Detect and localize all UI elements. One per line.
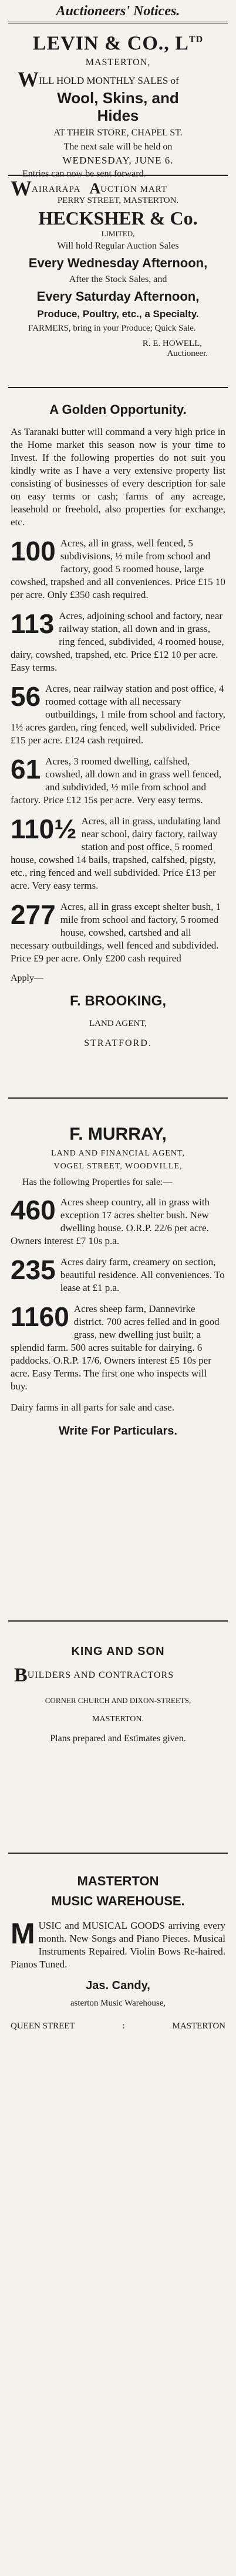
lot-text: Acres sheep farm, Dannevirke district. 700 acres felled and in good grass, new dwelling just built; a splendid farm. 500 acres suitable for dairying. 6 paddocks. O.R.P. 17/6. Owners interest £5 10s per acre. Easy Terms. The first one who inspects will buy.	[11, 1303, 220, 1392]
lot-acres: 56	[11, 682, 41, 712]
heckscher-every-wednesday: Every Wednesday Afternoon,	[28, 256, 208, 270]
lot-acres: 100	[11, 537, 56, 566]
golden-town: STRATFORD.	[84, 1038, 152, 1048]
section-heading: Auctioneers' Notices.	[8, 0, 228, 23]
golden-lot	[11, 537, 225, 601]
lot-acres: 235	[11, 1256, 56, 1285]
golden-lot	[11, 815, 225, 892]
heckscher-signature: R. E. HOWELL,	[142, 339, 202, 348]
golden-lot	[11, 682, 225, 747]
golden-apply: Apply—	[11, 973, 43, 983]
levin-line1	[11, 67, 225, 91]
music-street: QUEEN STREET	[11, 2021, 75, 2031]
heckscher-dropcap-a: A	[89, 180, 101, 197]
levin-name-sup: TD	[188, 35, 204, 45]
levin-line1-text: ILL HOLD MONTHLY SALES of	[39, 75, 179, 87]
lot-text: Acres sheep country, all in grass with exception 17 acres shelter bush. New dwelling house. O.R.P. 22/6 per acre. Owners interest £7 10s p.a.	[11, 1197, 210, 1246]
heckscher-line-a: AIRARAPA	[32, 185, 81, 194]
lot-text: Acres, adjoining school and factory, near railway station, all down and in grass, ring fenced, subdivided, 4 roomed house, dairy, cowshed, trapshed, etc. Price £12 10 per acre. Easy terms.	[11, 610, 224, 673]
heckscher-farmers: FARMERS, bring in your Produce; Quick Sale.	[28, 324, 196, 333]
heckscher-every-saturday: Every Saturday Afternoon,	[36, 289, 200, 304]
lot-text: Acres, near railway station and post office, 4 roomed cottage with all necessary outbuildings, 1 mile from school and factory, 1½ acres garden, ring fenced, well subdivided. Price £15 per acre. £124 cash required.	[11, 683, 225, 746]
golden-lot	[11, 755, 225, 807]
levin-dropcap: W	[18, 67, 39, 91]
golden-agent: F. BROOKING,	[69, 993, 166, 1009]
levin-goods2: Hides	[97, 107, 139, 125]
heckscher-after: After the Stock Sales, and	[69, 274, 167, 284]
golden-role: LAND AGENT,	[89, 1019, 147, 1028]
heckscher-ad	[8, 176, 228, 387]
music-sub: asterton Music Warehouse,	[70, 1999, 166, 2008]
lot-acres: 113	[11, 610, 55, 639]
king-corner: CORNER CHURCH AND DIXON-STREETS,	[45, 1696, 191, 1705]
murray-write: Write For Particulars.	[59, 1425, 177, 1437]
king-town: MASTERTON.	[92, 1715, 144, 1724]
murray-dairy: Dairy farms in all parts for sale and case.	[11, 1402, 174, 1413]
music-body	[11, 1919, 225, 1971]
music-title-2: MUSIC WAREHOUSE.	[51, 1894, 185, 1908]
levin-name	[11, 28, 225, 55]
music-colon: :	[122, 2021, 125, 2031]
golden-intro: As Taranaki butter will command a very high price in the Home market this season now is your time to Invest. If the following properties do not suit you kindly write as I have a very extensive property list consisting of businesses of every description for sale on easy terms or cash; farms of any acreage, leasehold or freehold, also properties for exchange, etc.	[11, 426, 225, 528]
music-town: MASTERTON	[172, 2021, 225, 2031]
music-dropcap: M	[11, 1919, 35, 1950]
golden-lot	[11, 610, 225, 674]
heckscher-name: HECKSHER & Co.	[38, 208, 198, 229]
lot-text: Acres, 3 roomed dwelling, calfshed, cowshed, all down and in grass well fenced, and subdivided, ½ mile from school and factory. Price £12 15s per acre. Very easy terms.	[11, 756, 221, 806]
music-address	[11, 2021, 225, 2031]
murray-street: VOGEL STREET, WOODVILLE,	[53, 1162, 183, 1171]
levin-store: AT THEIR STORE, CHAPEL ST.	[53, 128, 183, 138]
murray-intro: Has the following Properties for sale:—	[22, 1177, 173, 1187]
lot-text: Acres, all in grass, well fenced, 5 subdivisions, ½ mile from school and factory, good 5 roomed house, large cowshed, trapshed and all conveniences. Price £15 10 per acre. Only £350 cash required.	[11, 538, 225, 600]
lot-acres: 61	[11, 755, 41, 784]
murray-lot	[11, 1303, 225, 1393]
king-name: KING AND SON	[71, 1645, 165, 1658]
king-dropcap: B	[14, 1664, 28, 1686]
levin-goods: Wool, Skins, and	[57, 89, 179, 107]
music-text: USIC and MUSICAL GOODS arriving every month. New Songs and Piano Pieces. Musical Instruments Repaired. Violin Bows Re-haired. Pianos Tuned.	[11, 1920, 225, 1970]
levin-name-text: LEVIN & CO., L	[32, 32, 189, 55]
heckscher-street: PERRY STREET, MASTERTON.	[57, 196, 179, 205]
heckscher-dropcap-w: W	[11, 176, 32, 200]
murray-ad	[8, 1099, 228, 1620]
music-ad	[8, 1854, 228, 2116]
lot-acres: 460	[11, 1196, 56, 1225]
murray-role: LAND AND FINANCIAL AGENT,	[51, 1149, 185, 1158]
heckscher-line-a2: UCTION MART	[100, 185, 167, 194]
heckscher-limited: LIMITED,	[101, 229, 135, 238]
music-signature: Jas. Candy,	[86, 1979, 150, 1992]
heckscher-mart-line	[11, 176, 225, 200]
murray-lot	[11, 1256, 225, 1294]
levin-date: WEDNESDAY, JUNE 6.	[62, 155, 174, 166]
heckscher-produce: Produce, Poultry, etc., a Specialty.	[37, 308, 199, 320]
king-plans: Plans prepared and Estimates given.	[50, 1734, 186, 1744]
music-title-1: MASTERTON	[77, 1874, 159, 1888]
lot-text: Acres, all in grass except shelter bush, 1 mile from school and factory, 5 roomed house, cowshed, cartshed and all necessary outbuildings, well fenced and subdivided. Price £9 per acre. Only £200 cash required	[11, 901, 221, 964]
golden-title: A Golden Opportunity.	[49, 402, 187, 417]
golden-lot	[11, 900, 225, 965]
lot-text: Acres, all in grass, undulating land near school, dairy factory, railway station and post office, 5 roomed house, cowshed 14 bails, trapshed, calfshed, pigsty, etc., ring fenced and well subdivided. Price £13 per acre. Very easy terms.	[11, 815, 221, 891]
levin-place: MASTERTON,	[85, 57, 151, 68]
murray-name: F. MURRAY,	[69, 1124, 167, 1144]
levin-ad	[8, 23, 228, 179]
lot-acres: 1160	[11, 1303, 69, 1332]
lot-text: Acres dairy farm, creamery on section, beautiful residence. All conveniences. To lease at £1 p.a.	[60, 1256, 225, 1293]
king-trade	[11, 1664, 225, 1687]
heckscher-role: Auctioneer.	[167, 349, 208, 358]
heckscher-regular: Will hold Regular Auction Sales	[57, 241, 179, 251]
levin-entries: Entries can now be sent forward.	[22, 169, 146, 179]
king-trade-text: UILDERS AND CONTRACTORS	[27, 1670, 174, 1680]
murray-lot	[11, 1196, 225, 1248]
king-ad	[8, 1622, 228, 1853]
lot-acres: 110½	[11, 815, 77, 844]
lot-acres: 277	[11, 900, 56, 930]
levin-next: The next sale will be held on	[63, 142, 173, 152]
golden-opportunity-ad	[8, 388, 228, 1097]
